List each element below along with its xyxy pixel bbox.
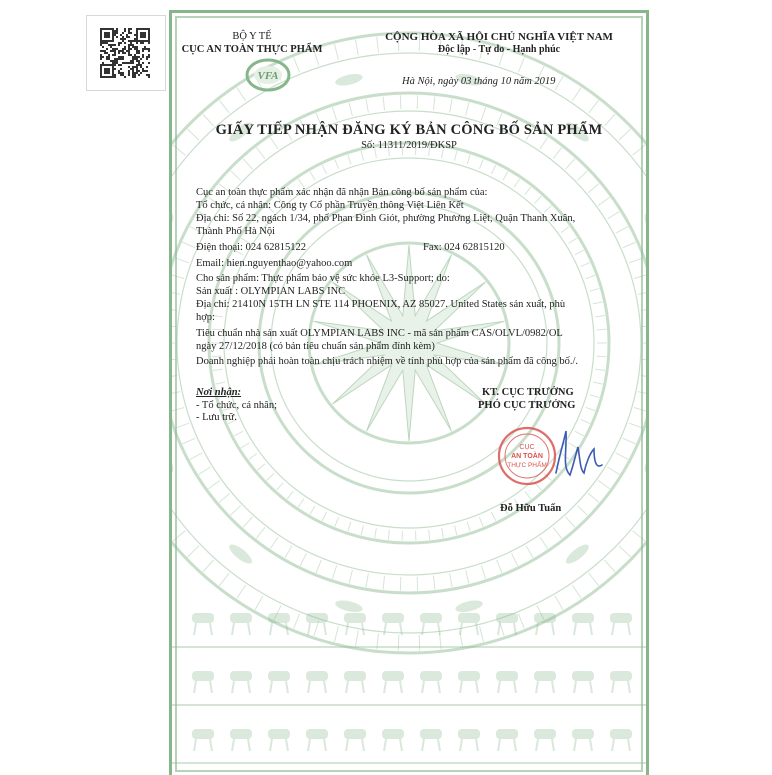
stamp-text: CỤC	[519, 444, 534, 451]
standard-line: Tiêu chuẩn nhà sản xuất OLYMPIAN LABS INC - mã sản phẩm CAS/OLVL/0982/OL	[196, 328, 563, 339]
vfa-logo-text: VFA	[257, 70, 278, 82]
national-motto: Độc lập - Tự do - Hạnh phúc	[364, 44, 634, 55]
recipient-item: - Lưu trữ.	[196, 412, 237, 423]
standard-date: ngày 27/12/2018 (có bản tiêu chuẩn sản phẩm đính kèm)	[196, 341, 435, 352]
place-and-date: Hà Nội, ngày 03 tháng 10 năm 2019	[402, 76, 555, 87]
organization: Tổ chức, cá nhân: Công ty Cổ phần Truyền thông Việt Liên Kết	[196, 200, 464, 211]
country-name: CỘNG HÒA XÃ HỘI CHỦ NGHĨA VIỆT NAM	[364, 31, 634, 43]
manufacturer: Sản xuất : OLYMPIAN LABS INC	[196, 286, 345, 297]
stamp-text: AN TOÀN	[511, 451, 543, 460]
signer-name: Đỗ Hữu Tuấn	[500, 503, 561, 514]
stamp-text: THỰC PHẨM	[507, 460, 547, 469]
fax-number: Fax: 024 62815120	[423, 242, 505, 253]
manufacturer-address: Địa chỉ: 21410N 15TH LN STE 114 PHOENIX, AZ 85027. United States sản xuất, phù	[196, 299, 565, 310]
email-address: Email: hien.nguyenthao@yahoo.com	[196, 258, 352, 269]
manufacturer-address-cont: hợp:	[196, 312, 215, 323]
handwritten-signature	[550, 423, 610, 487]
responsibility-statement: Doanh nghiệp phải hoàn toàn chịu trách nhiệm về tính phù hợp của sản phẩm đã công bố./.	[196, 356, 578, 367]
document-number: Số: 11311/2019/ĐKSP	[172, 140, 646, 151]
certificate-document	[169, 10, 649, 775]
official-stamp	[496, 425, 558, 487]
signer-role: KT. CỤC TRƯỞNG	[482, 387, 574, 398]
vfa-logo-icon	[244, 57, 292, 93]
department-name: CỤC AN TOÀN THỰC PHẨM	[172, 44, 332, 55]
qr-code-icon	[100, 28, 152, 78]
organization-address-city: Thành Phố Hà Nội	[196, 226, 275, 237]
recipients-label: Nơi nhận:	[196, 387, 241, 398]
signer-title: PHÓ CỤC TRƯỞNG	[478, 400, 575, 411]
phone-number: Điện thoại: 024 62815122	[196, 242, 306, 253]
qr-code-thumbnail	[86, 15, 166, 91]
product-line: Cho sản phẩm: Thực phẩm bảo vệ sức khỏe L3-Support; do:	[196, 273, 450, 284]
body-intro: Cục an toàn thực phẩm xác nhận đã nhận Bản công bố sản phẩm của:	[196, 187, 487, 198]
document-title: GIẤY TIẾP NHẬN ĐĂNG KÝ BẢN CÔNG BỐ SẢN PHẨM	[172, 122, 646, 139]
organization-address: Địa chỉ: Số 22, ngách 1/34, phố Phan Đình Giót, phường Phương Liệt, Quận Thanh Xuân,	[196, 213, 575, 224]
ministry-name: BỘ Y TẾ	[172, 31, 332, 42]
recipient-item: - Tổ chức, cá nhân;	[196, 400, 277, 411]
